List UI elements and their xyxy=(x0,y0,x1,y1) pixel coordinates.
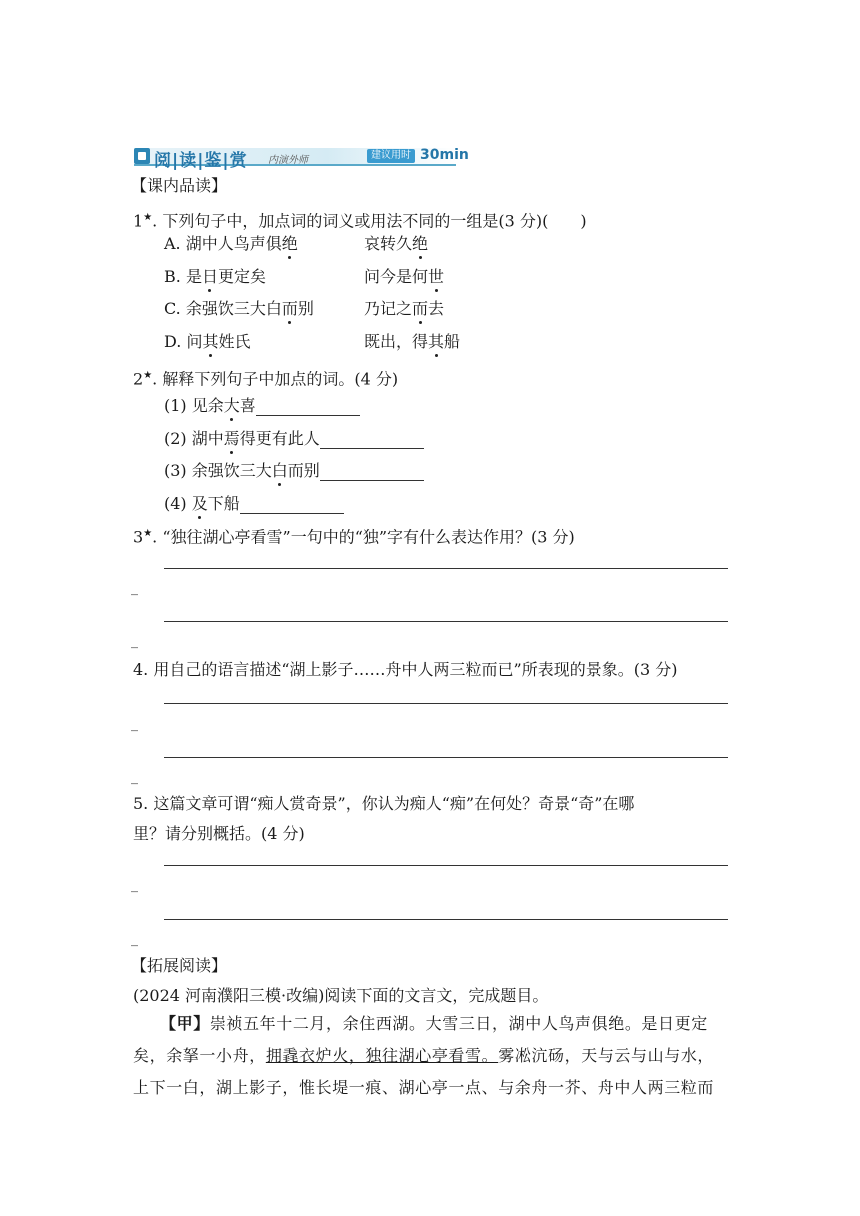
q2-item-3 xyxy=(164,461,424,481)
dotted-word: 绝 xyxy=(412,234,429,253)
q2-item-1 xyxy=(164,396,360,416)
item-text: 湖中 xyxy=(191,429,224,448)
answer-blank[interactable] xyxy=(320,464,424,481)
option-text: 别 xyxy=(297,299,314,318)
question-1-stem xyxy=(133,208,587,231)
question-number: 1 xyxy=(133,211,144,231)
question-5-line-1: 5. 这篇文章可谓“痴人赏奇景”，你认为痴人“痴”在何处？奇景“奇”在哪 xyxy=(133,794,635,813)
star-icon: ★ xyxy=(143,212,153,223)
answer-line[interactable] xyxy=(164,568,728,569)
passage-line-2 xyxy=(133,1046,714,1066)
item-text: 余强饮三大 xyxy=(191,461,272,480)
option-text: 问 xyxy=(186,332,203,351)
option-d-right xyxy=(364,332,460,352)
dotted-word: 及 xyxy=(191,494,208,513)
line-dash: _ xyxy=(131,716,138,732)
dotted-word: 其 xyxy=(202,332,219,351)
banner-title: 阅|读|鉴|赏 xyxy=(154,151,248,171)
passage-text: 崇祯五年十二月，余住西湖。大雪三日，湖中人鸟声俱绝。是日更定 xyxy=(209,1014,708,1033)
option-label: D. xyxy=(164,332,182,351)
banner-subtitle: 内演外师 xyxy=(268,155,308,166)
star-icon: ★ xyxy=(143,370,153,381)
dotted-word: 绝 xyxy=(281,234,298,253)
question-2-stem xyxy=(133,366,398,389)
underlined-sentence: 拥毳衣炉火，独往湖心亭看雪。 xyxy=(265,1046,499,1065)
section-heading-in-class: 【课内品读】 xyxy=(131,176,228,195)
passage-text: 雾凇沆砀，天与云与山与水， xyxy=(498,1046,715,1065)
book-icon xyxy=(134,148,150,164)
q2-item-2 xyxy=(164,429,424,449)
question-text: . 解释下列句子中加点的词。(4 分) xyxy=(152,369,399,389)
item-text: 喜 xyxy=(239,396,256,415)
line-dash: _ xyxy=(131,769,138,785)
option-text: 去 xyxy=(428,299,445,318)
option-a[interactable] xyxy=(164,234,298,254)
dotted-word: 而 xyxy=(281,299,298,318)
option-text: 湖中人鸟声俱 xyxy=(185,234,282,253)
dotted-word: 焉 xyxy=(223,429,240,448)
option-text: 姓氏 xyxy=(218,332,251,351)
option-text: 既出，得 xyxy=(364,332,429,351)
option-label: B. xyxy=(164,267,181,286)
star-icon: ★ xyxy=(143,528,153,539)
item-number: (1) xyxy=(164,396,187,415)
option-text: 船 xyxy=(444,332,461,351)
passage-line-1 xyxy=(160,1014,708,1034)
answer-blank[interactable] xyxy=(320,432,424,449)
answer-blank[interactable] xyxy=(256,399,360,416)
answer-line[interactable] xyxy=(164,703,728,704)
option-label: C. xyxy=(164,299,181,318)
dotted-word: 大 xyxy=(223,396,240,415)
answer-blank[interactable] xyxy=(240,497,344,514)
dotted-word: 白 xyxy=(271,461,288,480)
passage-text: 矣，余拏一小舟， xyxy=(133,1046,266,1065)
question-text: . 下列句子中，加点词的词义或用法不同的一组是(3 分)( ) xyxy=(152,211,587,231)
dotted-word: 而 xyxy=(412,299,429,318)
option-label: A. xyxy=(164,234,181,253)
question-5-line-2: 里？请分别概括。(4 分) xyxy=(133,824,305,843)
dotted-word: 日 xyxy=(201,267,218,286)
option-a-right xyxy=(364,234,428,254)
suggested-time-tag: 建议用时 xyxy=(367,149,415,163)
line-dash: _ xyxy=(131,633,138,649)
option-c-right xyxy=(364,299,444,319)
option-b[interactable] xyxy=(164,267,266,287)
item-text: 得更有此人 xyxy=(239,429,320,448)
option-b-right xyxy=(364,267,444,287)
option-d[interactable] xyxy=(164,332,250,352)
item-text: 见余 xyxy=(191,396,224,415)
section-banner xyxy=(134,145,469,171)
dotted-word: 其 xyxy=(428,332,445,351)
question-number: 3 xyxy=(133,527,144,547)
line-dash: _ xyxy=(131,580,138,596)
answer-line[interactable] xyxy=(164,757,728,758)
dotted-word: 世 xyxy=(428,267,445,286)
answer-line[interactable] xyxy=(164,865,728,866)
option-text: 问今是何 xyxy=(364,267,429,286)
item-text: 下船 xyxy=(207,494,240,513)
question-3-stem xyxy=(133,524,575,547)
passage-line-3: 上下一白，湖上影子，惟长堤一痕、湖心亭一点、与余舟一芥、舟中人两三粒而 xyxy=(133,1078,715,1097)
q2-item-4 xyxy=(164,494,344,514)
answer-line[interactable] xyxy=(164,919,728,920)
question-number: 2 xyxy=(133,369,144,389)
passage-label: 【甲】 xyxy=(160,1014,210,1033)
option-c[interactable] xyxy=(164,299,314,319)
section-heading-extended: 【拓展阅读】 xyxy=(131,956,228,975)
line-dash: _ xyxy=(131,877,138,893)
item-number: (4) xyxy=(164,494,187,513)
question-text: . “独往湖心亭看雪”一句中的“独”字有什么表达作用？(3 分) xyxy=(152,527,575,547)
item-number: (2) xyxy=(164,429,187,448)
answer-line[interactable] xyxy=(164,621,728,622)
option-text: 余强饮三大白 xyxy=(185,299,282,318)
item-number: (3) xyxy=(164,461,187,480)
suggested-time-value: 30min xyxy=(420,147,469,163)
option-text: 哀转久 xyxy=(364,234,413,253)
question-4-stem: 4. 用自己的语言描述“湖上影子……舟中人两三粒而已”所表现的景象。(3 分) xyxy=(133,660,678,679)
option-text: 是 xyxy=(185,267,202,286)
line-dash: _ xyxy=(131,931,138,947)
option-text: 乃记之 xyxy=(364,299,413,318)
source-note: (2024 河南濮阳三模·改编)阅读下面的文言文，完成题目。 xyxy=(133,986,549,1005)
item-text: 而别 xyxy=(287,461,320,480)
option-text: 更定矣 xyxy=(217,267,266,286)
